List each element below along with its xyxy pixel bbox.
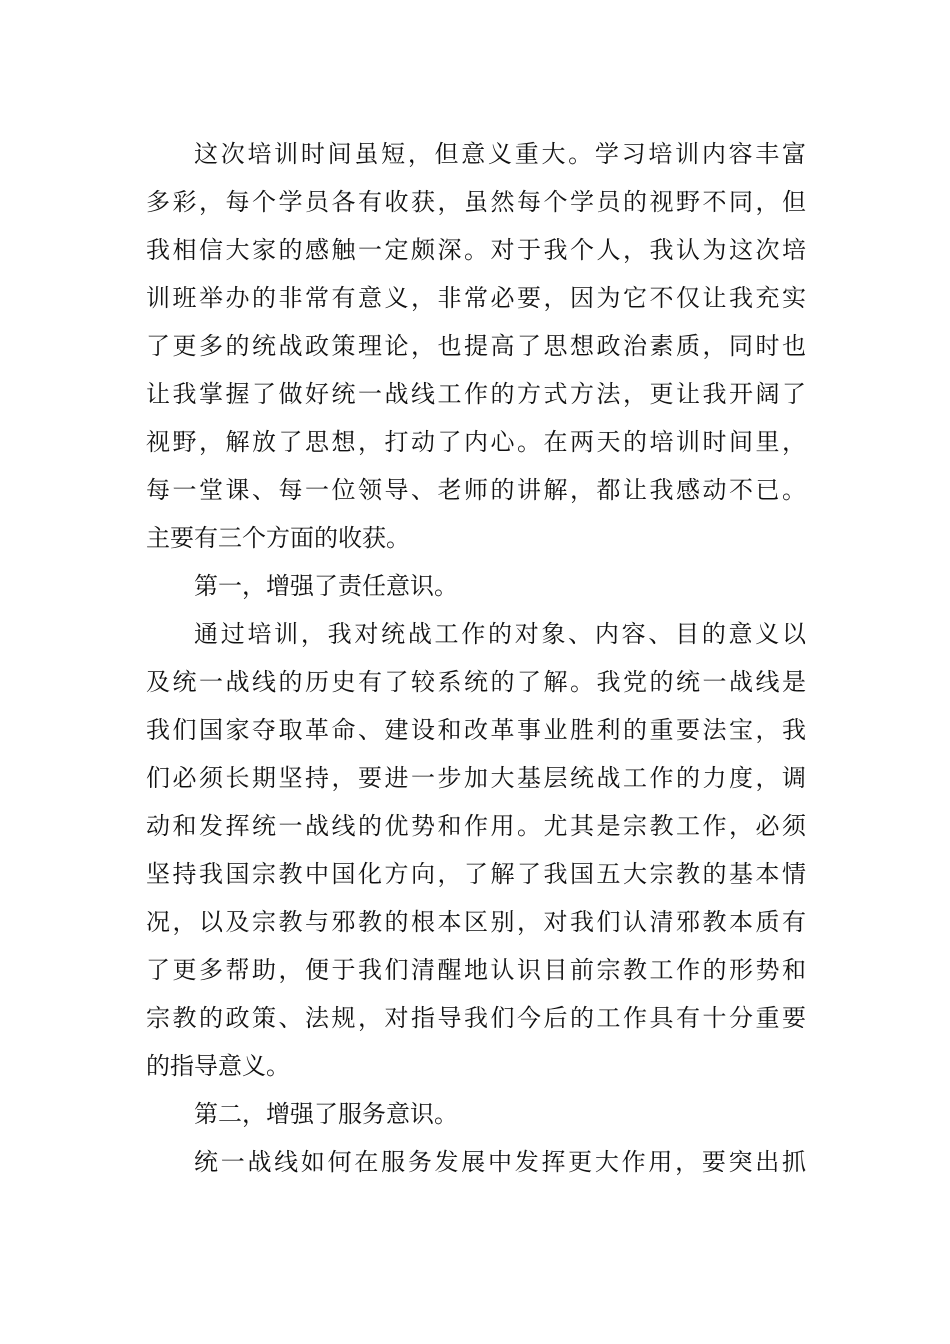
- text-line: 了更多的统战政策理论，也提高了思想政治素质，同时也: [146, 332, 806, 360]
- text-line: 这次培训时间虽短，但意义重大。学习培训内容丰富: [194, 140, 806, 168]
- text-line: 宗教的政策、法规，对指导我们今后的工作具有十分重要: [146, 1004, 806, 1032]
- text-line: 了更多帮助，便于我们清醒地认识目前宗教工作的形势和: [146, 956, 806, 984]
- text-line: 通过培训，我对统战工作的对象、内容、目的意义以: [194, 620, 806, 648]
- text-line: 的指导意义。: [146, 1052, 290, 1080]
- text-line: 视野，解放了思想，打动了内心。在两天的培训时间里，: [146, 428, 806, 456]
- text-line: 我相信大家的感触一定颇深。对于我个人，我认为这次培: [146, 236, 806, 264]
- text-line: 们必须长期坚持，要进一步加大基层统战工作的力度，调: [146, 764, 806, 792]
- text-line: 多彩，每个学员各有收获，虽然每个学员的视野不同，但: [146, 188, 806, 216]
- text-line: 动和发挥统一战线的优势和作用。尤其是宗教工作，必须: [146, 812, 806, 840]
- text-line: 让我掌握了做好统一战线工作的方式方法，更让我开阔了: [146, 380, 806, 408]
- text-line: 及统一战线的历史有了较系统的了解。我党的统一战线是: [146, 668, 806, 696]
- section-heading-responsibility: 第一，增强了责任意识。: [194, 572, 458, 600]
- text-line: 主要有三个方面的收获。: [146, 524, 410, 552]
- text-line: 况，以及宗教与邪教的根本区别，对我们认清邪教本质有: [146, 908, 806, 936]
- text-line: 统一战线如何在服务发展中发挥更大作用，要突出抓: [194, 1148, 806, 1176]
- text-line: 坚持我国宗教中国化方向，了解了我国五大宗教的基本情: [146, 860, 806, 888]
- text-line: 训班举办的非常有意义，非常必要，因为它不仅让我充实: [146, 284, 806, 312]
- section-heading-service: 第二，增强了服务意识。: [194, 1100, 458, 1128]
- text-line: 每一堂课、每一位领导、老师的讲解，都让我感动不已。: [146, 476, 806, 504]
- text-line: 我们国家夺取革命、建设和改革事业胜利的重要法宝，我: [146, 716, 806, 744]
